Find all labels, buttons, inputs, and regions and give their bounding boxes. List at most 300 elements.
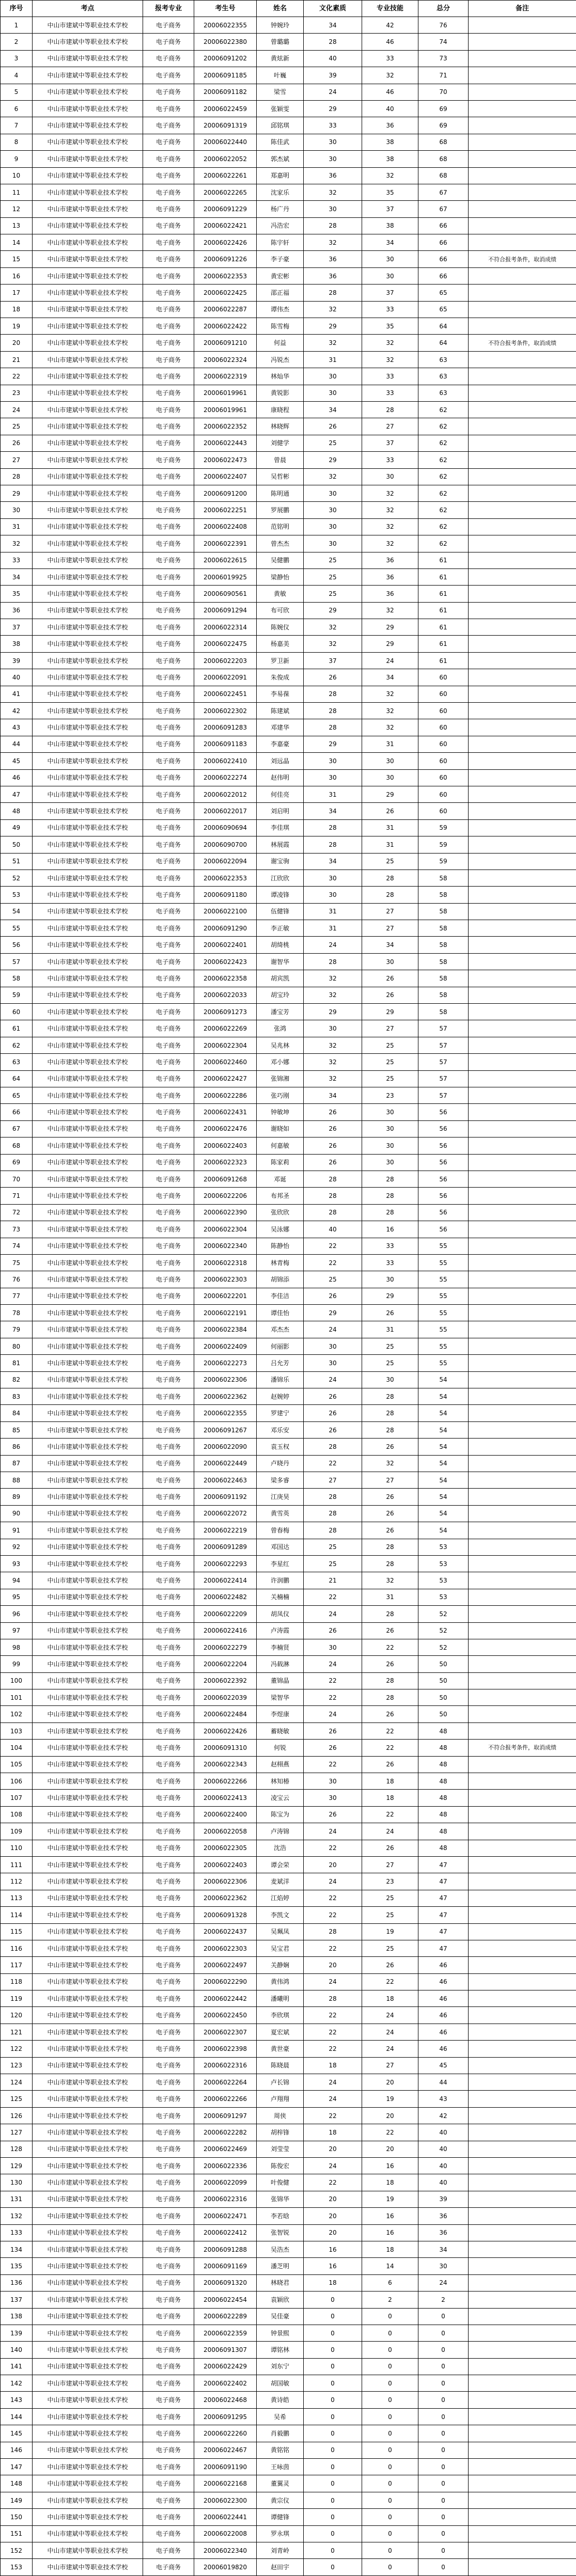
cell-note <box>469 2174 576 2191</box>
cell-name: 陈俊宏 <box>257 2158 304 2174</box>
cell-culture: 22 <box>304 1689 362 1706</box>
cell-exam-no: 20006022304 <box>194 1221 257 1238</box>
cell-total: 56 <box>418 1154 469 1171</box>
header-row <box>1 1 576 17</box>
cell-note <box>469 1137 576 1154</box>
cell-major: 电子商务 <box>143 1606 194 1622</box>
cell-name: 胡锦添 <box>257 1271 304 1288</box>
table-row <box>1 1505 576 1522</box>
cell-note <box>469 385 576 401</box>
cell-school: 中山市建斌中等职业技术学校 <box>33 401 143 418</box>
cell-skill: 35 <box>362 184 418 200</box>
cell-total: 48 <box>418 1756 469 1773</box>
table-row <box>1 1689 576 1706</box>
cell-skill: 33 <box>362 301 418 318</box>
cell-major: 电子商务 <box>143 1973 194 1990</box>
cell-culture: 22 <box>304 2041 362 2057</box>
cell-major: 电子商务 <box>143 84 194 100</box>
cell-note <box>469 301 576 318</box>
cell-total: 60 <box>418 719 469 736</box>
cell-culture: 20 <box>304 1856 362 1873</box>
table-row <box>1 1221 576 1238</box>
cell-skill: 30 <box>362 1271 418 1288</box>
cell-school: 中山市建斌中等职业技术学校 <box>33 2408 143 2425</box>
cell-culture: 22 <box>304 2024 362 2040</box>
cell-skill: 19 <box>362 2191 418 2207</box>
cell-school: 中山市建斌中等职业技术学校 <box>33 134 143 150</box>
cell-exam-no: 20006022269 <box>194 1020 257 1037</box>
table-row <box>1 2442 576 2458</box>
cell-name: 杨嘉美 <box>257 636 304 652</box>
cell-note <box>469 151 576 167</box>
cell-major: 电子商务 <box>143 719 194 736</box>
cell-exam-no: 20006090694 <box>194 819 257 836</box>
table-row <box>1 267 576 284</box>
cell-culture: 30 <box>304 1773 362 1790</box>
cell-name: 林青梅 <box>257 1254 304 1271</box>
cell-total: 73 <box>418 50 469 67</box>
cell-school: 中山市建斌中等职业技术学校 <box>33 2258 143 2274</box>
cell-total: 60 <box>418 736 469 752</box>
cell-school: 中山市建斌中等职业技术学校 <box>33 1790 143 1806</box>
cell-total: 59 <box>418 853 469 870</box>
cell-exam-no: 20006022410 <box>194 753 257 769</box>
cell-exam-no: 20006022319 <box>194 368 257 385</box>
cell-major: 电子商务 <box>143 1171 194 1187</box>
cell-culture: 29 <box>304 602 362 619</box>
cell-no: 95 <box>1 1589 33 1605</box>
cell-name: 钟景熙 <box>257 2325 304 2341</box>
cell-culture: 0 <box>304 2492 362 2508</box>
table-row <box>1 2041 576 2057</box>
cell-culture: 22 <box>304 1907 362 1923</box>
cell-name: 张锦华 <box>257 2191 304 2207</box>
table-row <box>1 518 576 535</box>
cell-note <box>469 2525 576 2542</box>
cell-culture: 30 <box>304 535 362 552</box>
cell-skill: 0 <box>362 2475 418 2492</box>
cell-school: 中山市建斌中等职业技术学校 <box>33 1740 143 1756</box>
cell-exam-no: 20006022484 <box>194 1706 257 1722</box>
cell-exam-no: 20006022305 <box>194 1840 257 1856</box>
cell-culture: 0 <box>304 2442 362 2458</box>
cell-total: 46 <box>418 1990 469 2007</box>
cell-total: 66 <box>418 234 469 251</box>
cell-exam-no: 20006022219 <box>194 1522 257 1539</box>
cell-major: 电子商务 <box>143 1221 194 1238</box>
cell-total: 61 <box>418 568 469 585</box>
cell-exam-no: 20006022300 <box>194 2492 257 2508</box>
cell-total: 71 <box>418 67 469 84</box>
cell-major: 电子商务 <box>143 1489 194 1505</box>
cell-name: 赵伟明 <box>257 769 304 786</box>
table-row <box>1 368 576 385</box>
cell-exam-no: 20006022316 <box>194 2191 257 2207</box>
cell-name: 袁颖欣 <box>257 2291 304 2308</box>
cell-note <box>469 167 576 184</box>
cell-note <box>469 50 576 67</box>
cell-exam-no: 20006022318 <box>194 1254 257 1271</box>
cell-major: 电子商务 <box>143 2224 194 2241</box>
cell-name: 王咏茵 <box>257 2459 304 2475</box>
cell-major: 电子商务 <box>143 2542 194 2558</box>
cell-exam-no: 20006022401 <box>194 937 257 953</box>
cell-note <box>469 1120 576 1137</box>
cell-major: 电子商务 <box>143 1589 194 1605</box>
cell-exam-no: 20006090561 <box>194 586 257 602</box>
cell-exam-no: 20006022307 <box>194 2024 257 2040</box>
cell-note <box>469 1522 576 1539</box>
cell-name: 郑嘉明 <box>257 167 304 184</box>
cell-exam-no: 20006019961 <box>194 385 257 401</box>
cell-no: 73 <box>1 1221 33 1238</box>
cell-no: 13 <box>1 217 33 234</box>
table-row <box>1 1070 576 1087</box>
cell-no: 24 <box>1 401 33 418</box>
cell-note <box>469 2258 576 2274</box>
cell-culture: 26 <box>304 1137 362 1154</box>
table-row <box>1 67 576 84</box>
cell-no: 141 <box>1 2358 33 2375</box>
cell-school: 中山市建斌中等职业技术学校 <box>33 452 143 468</box>
cell-total: 0 <box>418 2492 469 2508</box>
cell-skill: 30 <box>362 1137 418 1154</box>
cell-name: 张巧刚 <box>257 1087 304 1104</box>
cell-school: 中山市建斌中等职业技术学校 <box>33 1522 143 1539</box>
cell-note <box>469 2057 576 2074</box>
cell-exam-no: 20006091328 <box>194 1907 257 1923</box>
cell-school: 中山市建斌中等职业技术学校 <box>33 602 143 619</box>
cell-name: 江庚昊 <box>257 1489 304 1505</box>
table-row <box>1 285 576 301</box>
cell-skill: 29 <box>362 786 418 802</box>
cell-note <box>469 468 576 485</box>
cell-skill: 0 <box>362 2559 418 2575</box>
cell-no: 75 <box>1 1254 33 1271</box>
cell-culture: 24 <box>304 1706 362 1722</box>
cell-total: 54 <box>418 1405 469 1421</box>
cell-note <box>469 1104 576 1120</box>
cell-note <box>469 552 576 568</box>
cell-school: 中山市建斌中等职业技术学校 <box>33 535 143 552</box>
cell-culture: 24 <box>304 2091 362 2107</box>
cell-school: 中山市建斌中等职业技术学校 <box>33 234 143 251</box>
cell-skill: 22 <box>362 2124 418 2141</box>
cell-major: 电子商务 <box>143 1321 194 1338</box>
cell-total: 62 <box>418 452 469 468</box>
table-row <box>1 786 576 802</box>
cell-major: 电子商务 <box>143 335 194 351</box>
cell-school: 中山市建斌中等职业技术学校 <box>33 1104 143 1120</box>
cell-name: 吴佳豪 <box>257 2308 304 2325</box>
cell-note: 不符合报考条件，取消成绩 <box>469 1740 576 1756</box>
cell-note <box>469 2375 576 2392</box>
cell-culture: 16 <box>304 2258 362 2274</box>
cell-school: 中山市建斌中等职业技术学校 <box>33 2224 143 2241</box>
cell-major: 电子商务 <box>143 652 194 669</box>
cell-name: 刘远晶 <box>257 753 304 769</box>
cell-no: 148 <box>1 2475 33 2492</box>
cell-total: 0 <box>418 2408 469 2425</box>
cell-note <box>469 1890 576 1906</box>
cell-name: 谭佳怡 <box>257 1305 304 1321</box>
cell-exam-no: 20006022437 <box>194 1923 257 1940</box>
cell-skill: 0 <box>362 2492 418 2508</box>
cell-major: 电子商务 <box>143 2024 194 2040</box>
cell-name: 胡梓锋 <box>257 2124 304 2141</box>
cell-no: 89 <box>1 1489 33 1505</box>
cell-exam-no: 20006022209 <box>194 1606 257 1622</box>
cell-name: 张欣欣 <box>257 1204 304 1221</box>
cell-exam-no: 20006022039 <box>194 1689 257 1706</box>
cell-name: 林知椿 <box>257 1773 304 1790</box>
cell-major: 电子商务 <box>143 2392 194 2408</box>
table-row <box>1 1873 576 1890</box>
cell-major: 电子商务 <box>143 2074 194 2091</box>
cell-school: 中山市建斌中等职业技术学校 <box>33 2509 143 2525</box>
cell-skill: 27 <box>362 920 418 937</box>
cell-note <box>469 1756 576 1773</box>
cell-note <box>469 1957 576 1973</box>
cell-skill: 26 <box>362 987 418 1003</box>
cell-school: 中山市建斌中等职业技术学校 <box>33 887 143 903</box>
cell-no: 115 <box>1 1923 33 1940</box>
cell-note <box>469 1321 576 1338</box>
cell-name: 赵婉婷 <box>257 1388 304 1405</box>
cell-major: 电子商务 <box>143 1087 194 1104</box>
cell-exam-no: 20006022440 <box>194 134 257 150</box>
cell-no: 127 <box>1 2124 33 2141</box>
cell-name: 刘启明 <box>257 803 304 819</box>
cell-note <box>469 2141 576 2157</box>
cell-major: 电子商务 <box>143 669 194 686</box>
cell-culture: 24 <box>304 1371 362 1388</box>
cell-note <box>469 1656 576 1672</box>
cell-culture: 26 <box>304 1120 362 1137</box>
cell-school: 中山市建斌中等职业技术学校 <box>33 151 143 167</box>
cell-no: 1 <box>1 17 33 34</box>
cell-skill: 32 <box>362 535 418 552</box>
cell-major: 电子商务 <box>143 903 194 920</box>
cell-culture: 20 <box>304 2141 362 2157</box>
cell-name: 李子豪 <box>257 251 304 267</box>
cell-school: 中山市建斌中等职业技术学校 <box>33 184 143 200</box>
cell-skill: 25 <box>362 1054 418 1070</box>
cell-culture: 0 <box>304 2525 362 2542</box>
cell-skill: 32 <box>362 351 418 368</box>
cell-exam-no: 20006091226 <box>194 251 257 267</box>
cell-note <box>469 401 576 418</box>
table-row <box>1 1639 576 1655</box>
table-row <box>1 987 576 1003</box>
cell-skill: 28 <box>362 1204 418 1221</box>
cell-note <box>469 1622 576 1639</box>
cell-culture: 24 <box>304 2074 362 2091</box>
cell-skill: 31 <box>362 1589 418 1605</box>
cell-skill: 30 <box>362 1371 418 1388</box>
cell-school: 中山市建斌中等职业技术学校 <box>33 1923 143 1940</box>
cell-note <box>469 518 576 535</box>
cell-major: 电子商务 <box>143 1740 194 1756</box>
table-row <box>1 1004 576 1020</box>
cell-culture: 32 <box>304 987 362 1003</box>
cell-total: 62 <box>418 518 469 535</box>
cell-school: 中山市建斌中等职业技术学校 <box>33 1856 143 1873</box>
cell-total: 55 <box>418 1254 469 1271</box>
table-row <box>1 2107 576 2124</box>
cell-skill: 29 <box>362 619 418 636</box>
cell-major: 电子商务 <box>143 686 194 702</box>
cell-major: 电子商务 <box>143 1371 194 1388</box>
cell-major: 电子商务 <box>143 418 194 435</box>
cell-total: 40 <box>418 2174 469 2191</box>
cell-no: 52 <box>1 870 33 886</box>
cell-exam-no: 20006022336 <box>194 2158 257 2174</box>
cell-no: 145 <box>1 2425 33 2442</box>
cell-name: 李煜康 <box>257 1706 304 1722</box>
table-row <box>1 2158 576 2174</box>
cell-no: 143 <box>1 2392 33 2408</box>
cell-note <box>469 2425 576 2442</box>
cell-skill: 37 <box>362 435 418 451</box>
cell-no: 91 <box>1 1522 33 1539</box>
cell-skill: 31 <box>362 736 418 752</box>
cell-no: 68 <box>1 1137 33 1154</box>
cell-exam-no: 20006091319 <box>194 117 257 134</box>
cell-school: 中山市建斌中等职业技术学校 <box>33 1238 143 1254</box>
cell-skill: 29 <box>362 1288 418 1304</box>
cell-total: 53 <box>418 1572 469 1589</box>
cell-total: 58 <box>418 970 469 987</box>
cell-culture: 18 <box>304 2124 362 2141</box>
cell-school: 中山市建斌中等职业技术学校 <box>33 50 143 67</box>
cell-culture: 28 <box>304 285 362 301</box>
cell-culture: 28 <box>304 703 362 719</box>
cell-exam-no: 20006022290 <box>194 1973 257 1990</box>
cell-note <box>469 937 576 953</box>
cell-no: 84 <box>1 1405 33 1421</box>
cell-culture: 30 <box>304 1639 362 1655</box>
cell-school: 中山市建斌中等职业技术学校 <box>33 953 143 970</box>
cell-total: 65 <box>418 285 469 301</box>
cell-skill: 28 <box>362 1405 418 1421</box>
cell-culture: 20 <box>304 2224 362 2241</box>
cell-name: 李嘉豪 <box>257 736 304 752</box>
table-row <box>1 736 576 752</box>
cell-name: 张颖雯 <box>257 100 304 117</box>
cell-culture: 22 <box>304 2007 362 2024</box>
cell-major: 电子商务 <box>143 2459 194 2475</box>
table-row <box>1 1589 576 1605</box>
cell-school: 中山市建斌中等职业技术学校 <box>33 652 143 669</box>
cell-school: 中山市建斌中等职业技术学校 <box>33 1355 143 1371</box>
table-row <box>1 1037 576 1053</box>
cell-school: 中山市建斌中等职业技术学校 <box>33 1338 143 1354</box>
table-row <box>1 636 576 652</box>
cell-skill: 26 <box>362 1840 418 1856</box>
table-row <box>1 1472 576 1488</box>
cell-major: 电子商务 <box>143 803 194 819</box>
cell-note <box>469 2024 576 2040</box>
table-row <box>1 1907 576 1923</box>
cell-culture: 33 <box>304 117 362 134</box>
cell-school: 中山市建斌中等职业技术学校 <box>33 1973 143 1990</box>
cell-major: 电子商务 <box>143 2241 194 2257</box>
cell-skill: 0 <box>362 2308 418 2325</box>
cell-total: 56 <box>418 1188 469 1204</box>
table-row <box>1 1806 576 1823</box>
cell-exam-no: 20006091295 <box>194 2408 257 2425</box>
cell-name: 麦斌洋 <box>257 1873 304 1890</box>
table-row <box>1 753 576 769</box>
cell-major: 电子商务 <box>143 1656 194 1672</box>
cell-name: 郭杰斌 <box>257 151 304 167</box>
cell-name: 赵栩燕 <box>257 1756 304 1773</box>
cell-culture: 28 <box>304 1990 362 2007</box>
cell-exam-no: 20006022302 <box>194 703 257 719</box>
cell-culture: 32 <box>304 619 362 636</box>
cell-skill: 30 <box>362 753 418 769</box>
cell-total: 68 <box>418 151 469 167</box>
cell-no: 12 <box>1 201 33 217</box>
cell-major: 电子商务 <box>143 1388 194 1405</box>
cell-note <box>469 786 576 802</box>
cell-no: 20 <box>1 335 33 351</box>
cell-culture: 26 <box>304 1288 362 1304</box>
cell-exam-no: 20006091183 <box>194 736 257 752</box>
cell-skill: 0 <box>362 2392 418 2408</box>
cell-major: 电子商务 <box>143 987 194 1003</box>
cell-skill: 27 <box>362 418 418 435</box>
cell-culture: 28 <box>304 836 362 853</box>
cell-exam-no: 20006091229 <box>194 201 257 217</box>
cell-name: 谢晓如 <box>257 1120 304 1137</box>
cell-major: 电子商务 <box>143 2091 194 2107</box>
table-row <box>1 937 576 953</box>
cell-culture: 24 <box>304 1321 362 1338</box>
cell-culture: 24 <box>304 1656 362 1672</box>
cell-note <box>469 234 576 251</box>
cell-note <box>469 836 576 853</box>
cell-name: 林晓君 <box>257 2274 304 2291</box>
cell-note <box>469 819 576 836</box>
cell-school: 中山市建斌中等职业技术学校 <box>33 1722 143 1739</box>
cell-exam-no: 20006022260 <box>194 2425 257 2442</box>
cell-exam-no: 20006091169 <box>194 2258 257 2274</box>
cell-total: 2 <box>418 2291 469 2308</box>
cell-exam-no: 20006022282 <box>194 2124 257 2141</box>
cell-exam-no: 20006022362 <box>194 1388 257 1405</box>
table-row <box>1 1305 576 1321</box>
cell-no: 138 <box>1 2308 33 2325</box>
cell-skill: 36 <box>362 117 418 134</box>
cell-major: 电子商务 <box>143 953 194 970</box>
cell-note: 不符合报考条件，取消成绩 <box>469 335 576 351</box>
cell-culture: 28 <box>304 1439 362 1455</box>
cell-total: 63 <box>418 385 469 401</box>
cell-total: 60 <box>418 686 469 702</box>
cell-school: 中山市建斌中等职业技术学校 <box>33 2308 143 2325</box>
cell-note <box>469 1455 576 1472</box>
cell-no: 117 <box>1 1957 33 1973</box>
cell-major: 电子商务 <box>143 2124 194 2141</box>
cell-skill: 26 <box>362 803 418 819</box>
cell-school: 中山市建斌中等职业技术学校 <box>33 1137 143 1154</box>
cell-name: 罗卫新 <box>257 652 304 669</box>
cell-culture: 22 <box>304 1238 362 1254</box>
cell-no: 65 <box>1 1087 33 1104</box>
cell-exam-no: 20006091288 <box>194 2241 257 2257</box>
